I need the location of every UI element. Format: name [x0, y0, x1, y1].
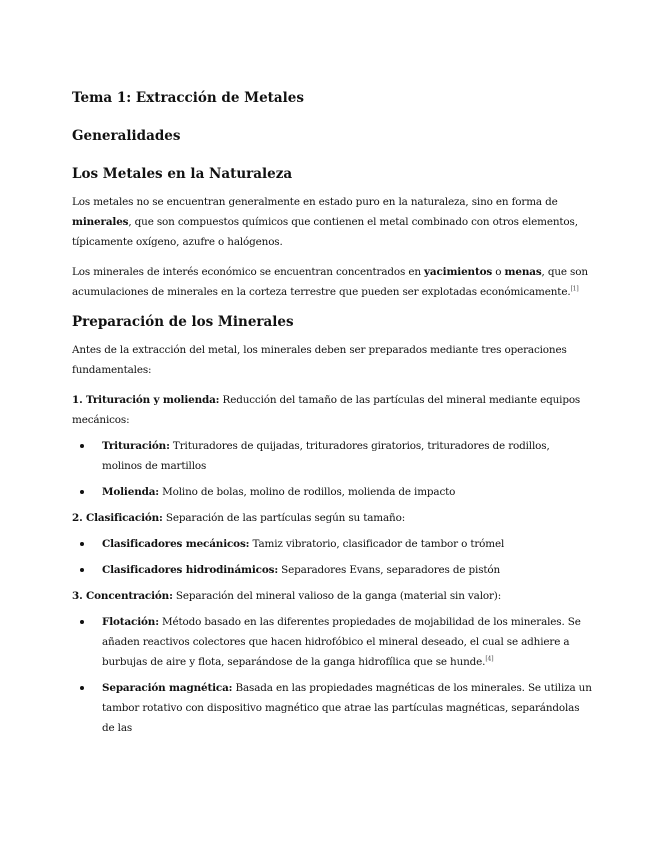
operation-1	[72, 390, 592, 430]
text-run: , que son acumulaciones de minerales en la corteza terrestre que pueden ser explotadas económicamente.	[72, 266, 588, 298]
bullet-icon	[80, 444, 84, 448]
text-run: Los minerales de interés económico se encuentran concentrados en	[72, 266, 425, 278]
list-item-label: Trituración:	[102, 440, 170, 452]
bullet-icon	[80, 568, 84, 572]
bullet-icon	[80, 686, 84, 690]
list-item-text: Trituradores de quijadas, trituradores giratorios, trituradores de rodillos, molinos de martillos	[102, 440, 550, 472]
reference-link-1[interactable]: [1]	[570, 285, 579, 293]
operation-1-list	[72, 436, 592, 502]
list-item-text: Tamiz vibratorio, clasificador de tambor o trómel	[249, 538, 505, 550]
bold-term-menas: menas	[504, 266, 542, 278]
subsection-heading-preparacion: Preparación de los Minerales	[72, 314, 294, 330]
document-page	[72, 88, 592, 744]
operation-2	[72, 508, 592, 528]
bullet-icon	[80, 542, 84, 546]
document-title: Tema 1: Extracción de Metales	[72, 90, 304, 106]
text-run: Los metales no se encuentran generalmente en estado puro en la naturaleza, sino en forma de	[72, 196, 558, 208]
list-item	[72, 482, 592, 502]
list-item	[72, 612, 592, 672]
operation-2-label: 2. Clasificación:	[72, 512, 163, 524]
list-item-label: Molienda:	[102, 486, 159, 498]
list-item-label: Flotación:	[102, 616, 159, 628]
list-item	[72, 534, 592, 554]
list-item	[72, 560, 592, 580]
list-item-text: Basada en las propiedades magnéticas de los minerales. Se utiliza un tambor rotativo con dispositivo magnético que atrae las partículas magnéticas, separándolas de las	[102, 682, 592, 734]
subsection-heading-metales-naturaleza: Los Metales en la Naturaleza	[72, 166, 293, 182]
list-item-text: Separadores Evans, separadores de pistón	[278, 564, 501, 576]
operation-3	[72, 586, 592, 606]
operation-2-text: Separación de las partículas según su tamaño:	[162, 512, 406, 524]
list-item-text: Molino de bolas, molino de rodillos, molienda de impacto	[158, 486, 456, 498]
section-heading-generalidades: Generalidades	[72, 128, 181, 144]
paragraph-intro-preparacion: Antes de la extracción del metal, los minerales deben ser preparados mediante tres operaciones fundamentales:	[72, 344, 567, 376]
operation-3-list	[72, 612, 592, 738]
operation-1-text: Reducción del tamaño de las partículas del mineral mediante equipos mecánicos:	[72, 394, 581, 426]
reference-link-4[interactable]: [4]	[485, 655, 494, 663]
bullet-icon	[80, 620, 84, 624]
list-item-label: Separación magnética:	[102, 682, 233, 694]
paragraph-metales	[72, 192, 592, 252]
operation-2-list	[72, 534, 592, 580]
paragraph-yacimientos	[72, 262, 592, 302]
list-item	[72, 678, 592, 738]
text-run: , que son compuestos químicos que contienen el metal combinado con otros elementos, típicamente oxígeno, azufre o halógenos.	[72, 216, 578, 248]
text-run: o	[492, 266, 505, 278]
list-item-label: Clasificadores mecánicos:	[102, 538, 250, 550]
bold-term-minerales: minerales	[72, 216, 129, 228]
operation-3-text: Separación del mineral valioso de la ganga (material sin valor):	[172, 590, 502, 602]
operation-3-label: 3. Concentración:	[72, 590, 173, 602]
list-item	[72, 436, 592, 476]
list-item-text: Método basado en las diferentes propiedades de mojabilidad de los minerales. Se añaden reactivos colectores que hacen hidrofóbico el mineral deseado, el cual se adhiere a burbujas de aire y flota, separándose de la ganga hidrofílica que se hunde.	[102, 616, 581, 668]
list-item-label: Clasificadores hidrodinámicos:	[102, 564, 279, 576]
operation-1-label: 1. Trituración y molienda:	[72, 394, 220, 406]
bold-term-yacimientos: yacimientos	[424, 266, 493, 278]
bullet-icon	[80, 490, 84, 494]
